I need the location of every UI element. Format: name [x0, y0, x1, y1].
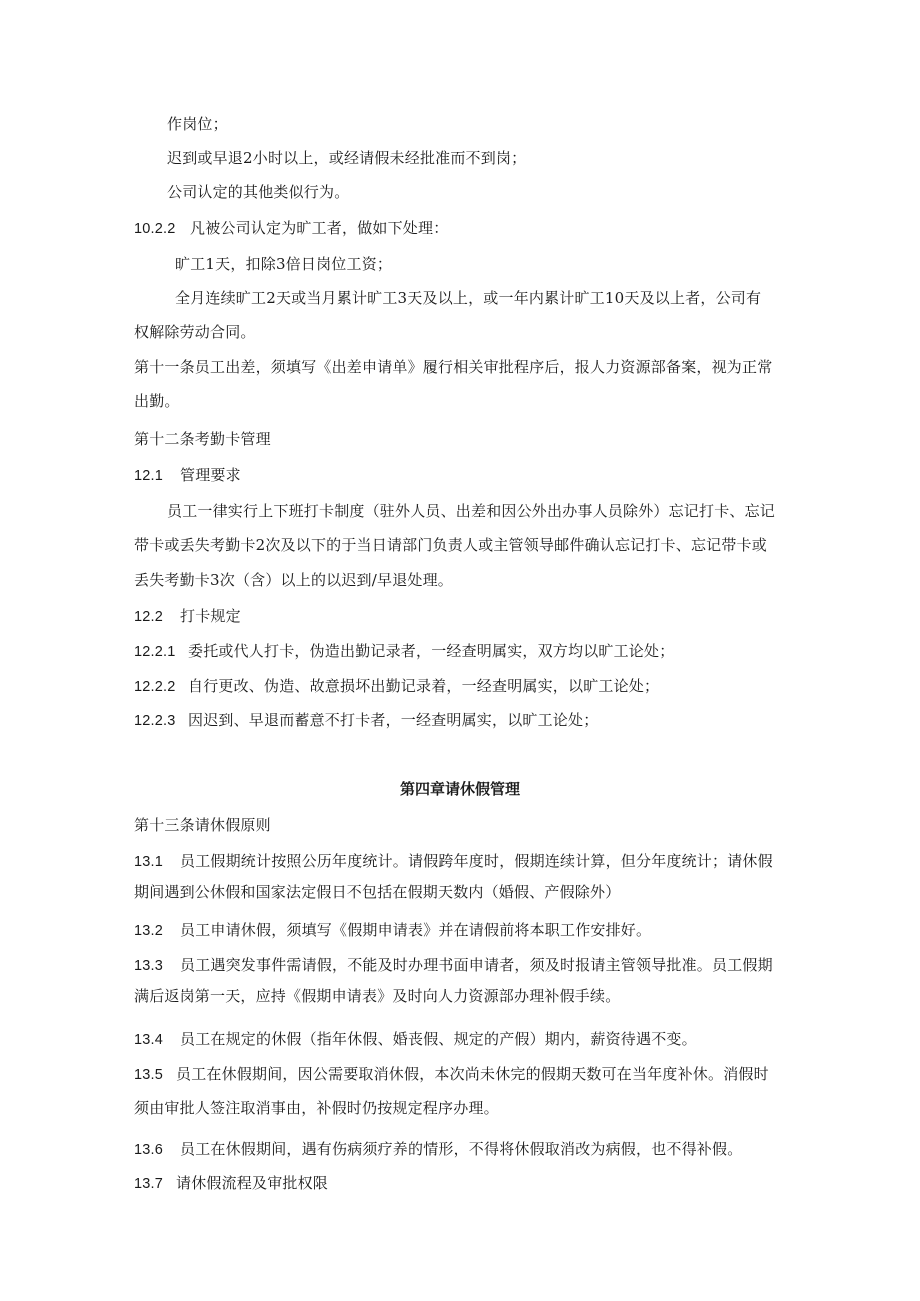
- text-line: 作岗位；: [167, 115, 228, 133]
- clause-number: 13.5: [134, 1067, 164, 1083]
- clause-line: 13.6 员工在休假期间，遇有伤病须疗养的情形，不得将休假取消改为病假，也不得补假。: [134, 1140, 743, 1158]
- clause-number: 12.2: [134, 609, 164, 625]
- text-line: 须由审批人签注取消事由，补假时仍按规定程序办理。: [134, 1099, 499, 1117]
- clause-number: 13.4: [134, 1032, 164, 1048]
- text-line: 旷工1天，扣除3倍日岗位工资；: [175, 255, 393, 273]
- clause-number: 12.1: [134, 468, 164, 484]
- clause-line: 12.2 打卡规定: [134, 607, 241, 625]
- article-heading: 第十三条请休假原则: [134, 816, 271, 834]
- clause-number: 12.2.1: [134, 644, 176, 660]
- text-line: 公司认定的其他类似行为。: [167, 183, 350, 201]
- clause-line: 13.1 员工假期统计按照公历年度统计。请假跨年度时，假期连续计算，但分年度统计；请休假: [134, 852, 773, 870]
- text-line: 期间遇到公休假和国家法定假日不包括在假期天数内（婚假、产假除外）: [134, 883, 621, 901]
- article-line: 第十一条员工出差，须填写《出差申请单》履行相关审批程序后，报人力资源部备案，视为正常: [134, 358, 773, 376]
- chapter-title: 第四章请休假管理: [399, 780, 520, 798]
- clause-number: 12.2.2: [134, 679, 176, 695]
- article-heading: 第十二条考勤卡管理: [134, 430, 271, 448]
- text-line: 权解除劳动合同。: [134, 323, 256, 341]
- clause-line: 12.2.2 自行更改、伪造、故意损坏出勤记录着，一经查明属实，以旷工论处；: [134, 677, 660, 695]
- text-line: 带卡或丢失考勤卡2次及以下的于当日请部门负责人或主管领导邮件确认忘记打卡、忘记带卡或: [134, 536, 767, 554]
- clause-number: 13.7: [134, 1176, 164, 1192]
- clause-number: 13.2: [134, 923, 164, 939]
- clause-line: 12.2.3 因迟到、早退而蓄意不打卡者，一经查明属实，以旷工论处；: [134, 711, 599, 729]
- text-line: 满后返岗第一天，应持《假期申请表》及时向人力资源部办理补假手续。: [134, 987, 621, 1005]
- text-line: 出勤。: [134, 392, 180, 410]
- clause-line: 12.1 管理要求: [134, 466, 241, 484]
- clause-line: 12.2.1 委托或代人打卡，伪造出勤记录者，一经查明属实，双方均以旷工论处；: [134, 642, 675, 660]
- text-line: 员工一律实行上下班打卡制度（驻外人员、出差和因公外出办事人员除外）忘记打卡、忘记: [167, 502, 776, 520]
- clause-number: 13.6: [134, 1142, 164, 1158]
- clause-number: 13.1: [134, 854, 164, 870]
- clause-line: 13.5 员工在休假期间，因公需要取消休假，本次尚未休完的假期天数可在当年度补休。消假时: [134, 1065, 769, 1083]
- text-line: 丢失考勤卡3次（含）以上的以迟到/早退处理。: [134, 571, 453, 589]
- clause-number: 12.2.3: [134, 713, 176, 729]
- text-line: 迟到或早退2小时以上，或经请假未经批准而不到岗；: [167, 149, 527, 167]
- clause-line: 13.3 员工遇突发事件需请假，不能及时办理书面申请者，须及时报请主管领导批准。员工假期: [134, 956, 773, 974]
- clause-number: 13.3: [134, 958, 164, 974]
- clause-line: 13.2 员工申请休假，须填写《假期申请表》并在请假前将本职工作安排好。: [134, 921, 652, 939]
- clause-line: 13.4 员工在规定的休假（指年休假、婚丧假、规定的产假）期内，薪资待遇不变。: [134, 1030, 697, 1048]
- clause-number: 10.2.2: [134, 221, 176, 237]
- text-line: 全月连续旷工2天或当月累计旷工3天及以上，或一年内累计旷工10天及以上者，公司有: [175, 289, 762, 307]
- clause-line: 13.7 请休假流程及审批权限: [134, 1174, 329, 1192]
- clause-line: 10.2.2 凡被公司认定为旷工者，做如下处理：: [134, 219, 449, 237]
